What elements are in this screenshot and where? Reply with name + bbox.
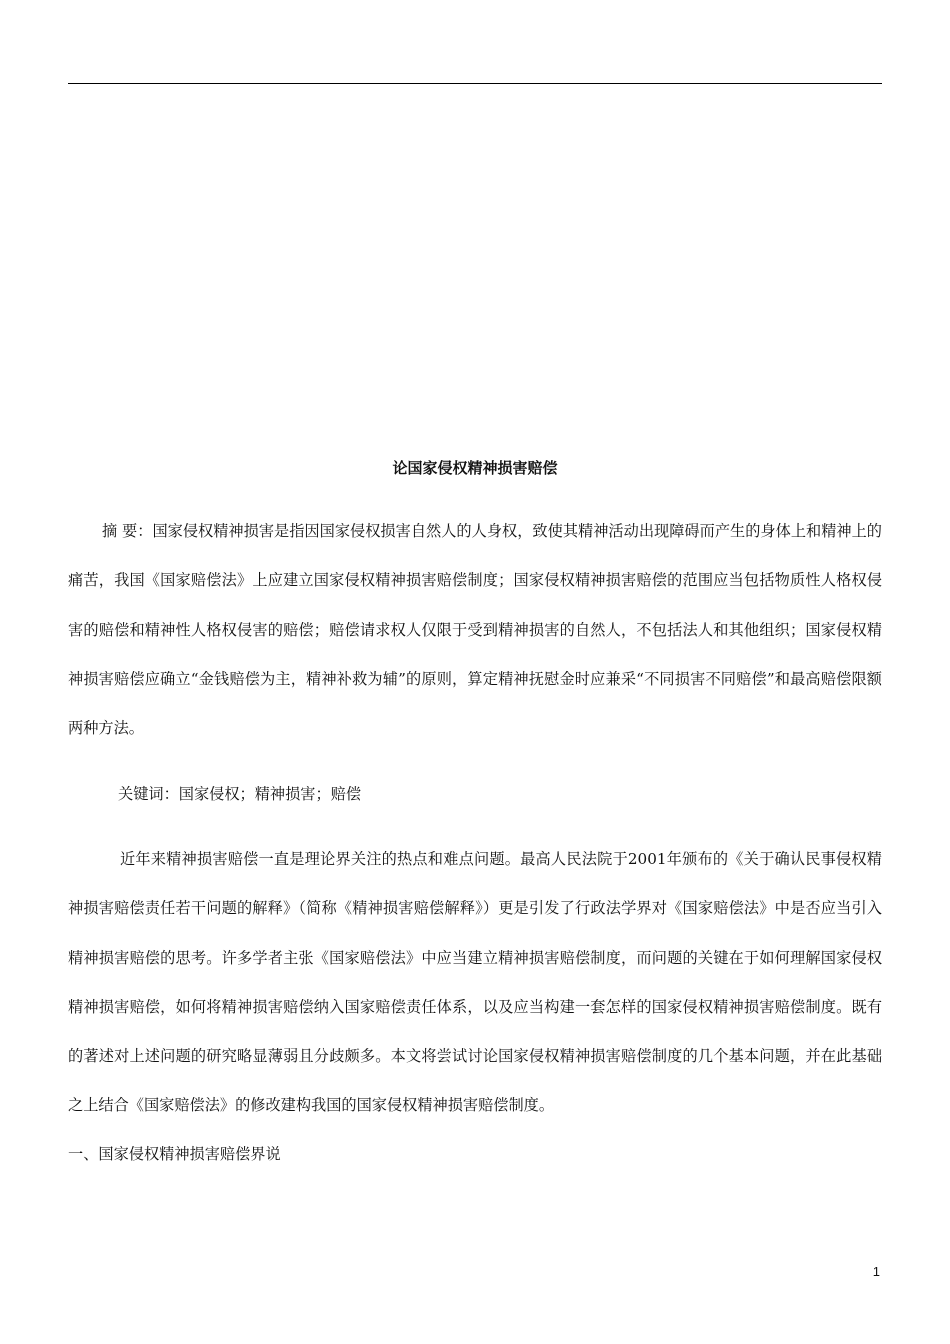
document-title: 论国家侵权精神损害赔偿	[392, 459, 558, 477]
abstract-paragraph: 摘 要：国家侵权精神损害是指因国家侵权损害自然人的人身权，致使其精神活动出现障碍而产生的身体上和精神上的痛苦，我国《国家赔偿法》上应建立国家侵权精神损害赔偿制度；国家侵权精神损害赔偿的范围应当包括物质性人格权侵害的赔偿和精神性人格权侵害的赔偿；赔偿请求权人仅限于受到精神损害的自然人，不包括法人和其他组织；国家侵权精神损害赔偿应确立“金钱赔偿为主，精神补救为辅”的原则，算定精神抚慰金时应兼采“不同损害不同赔偿”和最高赔偿限额两种方法。	[68, 522, 882, 738]
intro-paragraph: 近年来精神损害赔偿一直是理论界关注的热点和难点问题。最高人民法院于2001年颁布的《关于确认民事侵权精神损害赔偿责任若干问题的解释》（简称《精神损害赔偿解释》）更是引发了行政法学界对《国家赔偿法》中是否应当引入精神损害赔偿的思考。许多学者主张《国家赔偿法》中应当建立精神损害赔偿制度，而问题的关键在于如何理解国家侵权精神损害赔偿，如何将精神损害赔偿纳入国家赔偿责任体系，以及应当构建一套怎样的国家侵权精神损害赔偿制度。既有的著述对上述问题的研究略显薄弱且分歧颇多。本文将尝试讨论国家侵权精神损害赔偿制度的几个基本问题，并在此基础之上结合《国家赔偿法》的修改建构我国的国家侵权精神损害赔偿制度。	[68, 850, 882, 1115]
header-divider	[68, 83, 882, 84]
keywords-line: 关键词：国家侵权；精神损害；赔偿	[118, 785, 361, 803]
page-number: 1	[872, 1264, 880, 1279]
section-heading: 一、国家侵权精神损害赔偿界说	[68, 1145, 281, 1163]
